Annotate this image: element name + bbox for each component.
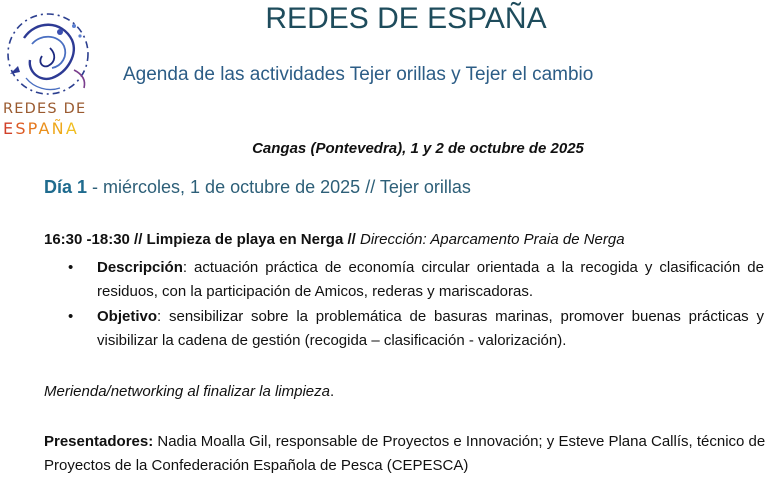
item-label: Descripción xyxy=(97,259,183,276)
day-text: - miércoles, 1 de octubre de 2025 // Tejer orillas xyxy=(87,177,471,197)
activity-slot xyxy=(44,231,625,248)
list-item-description xyxy=(44,256,764,304)
snack-note: Merienda/networking al finalizar la limpieza. xyxy=(44,383,335,400)
presenters xyxy=(44,430,766,478)
event-place-date: Cangas (Pontevedra), 1 y 2 de octubre de 2025 xyxy=(252,140,584,157)
logo-text-espana: ESPAÑA xyxy=(3,119,79,138)
logo-text-redes-de: REDES DE xyxy=(3,101,87,117)
day-heading xyxy=(44,177,471,198)
activity-details-list xyxy=(44,256,764,354)
page-subtitle: Agenda de las actividades Tejer orillas y Tejer el cambio xyxy=(123,64,594,85)
item-text: : sensibilizar sobre la problemática de basuras marinas, promover buenas prácticas y visibilizar la cadena de gestión (recogida – clasificación - valorización). xyxy=(97,308,764,349)
bullet: • xyxy=(68,308,74,325)
presenters-label: Presentadores: xyxy=(44,433,154,450)
bullet: • xyxy=(68,259,74,276)
activity-address: Dirección: Aparcamento Praia de Nerga xyxy=(355,231,625,248)
page-title: REDES DE ESPAÑA xyxy=(265,2,547,35)
presenters-text: Nadia Moalla Gil, responsable de Proyectos e Innovación; y Esteve Plana Callís, técnico de Proyectos de la Confederación Española de Pesca (CEPESCA) xyxy=(44,433,766,474)
item-label: Objetivo xyxy=(97,308,158,325)
activity-time-title: 16:30 -18:30 // Limpieza de playa en Nerga // xyxy=(44,231,356,248)
list-item-objective xyxy=(44,305,764,353)
day-label: Día 1 xyxy=(44,177,88,197)
item-text: : actuación práctica de economía circular orientada a la recogida y clasificación de residuos, con la participación de Amicos, rederas y mariscadoras. xyxy=(97,259,764,300)
